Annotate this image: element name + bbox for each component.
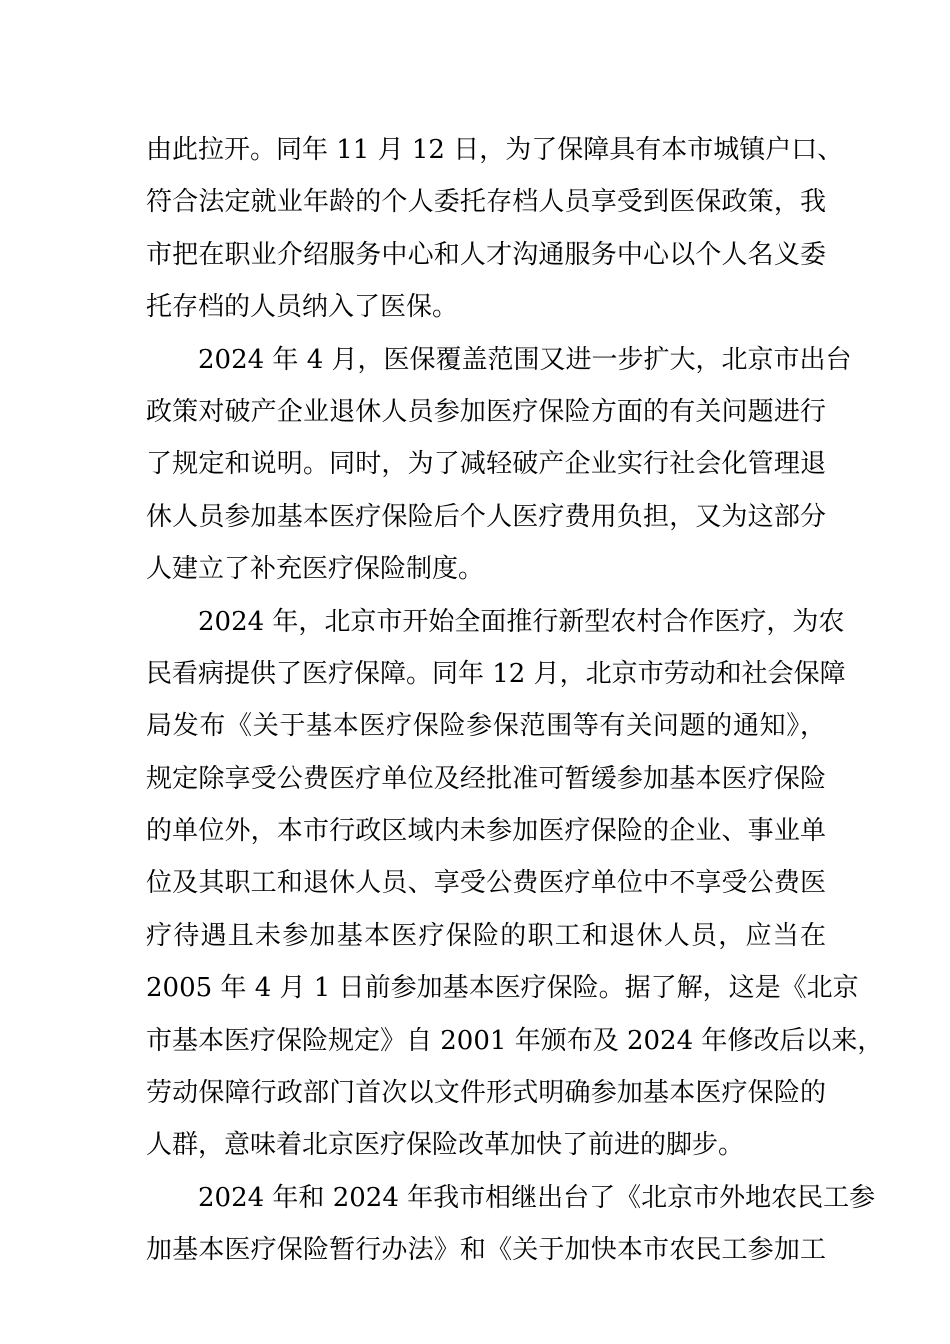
text-line: 市把在职业介绍服务中心和人才沟通服务中心以个人名义委	[146, 239, 826, 270]
text-line: 符合法定就业年龄的个人委托存档人员享受到医保政策，我	[146, 187, 826, 218]
document-body	[146, 124, 884, 1277]
text-line: 2024 年和 2024 年我市相继出台了《北京市外地农民工参	[198, 1182, 876, 1213]
text-line: 规定除享受公费医疗单位及经批准可暂缓参加基本医疗保险	[146, 763, 826, 794]
text-line: 休人员参加基本医疗保险后个人医疗费用负担，又为这部分	[146, 501, 826, 532]
text-line: 托存档的人员纳入了医保。	[146, 292, 459, 323]
text-line: 2024 年 4 月，医保覆盖范围又进一步扩大，北京市出台	[198, 344, 852, 375]
text-line: 2005 年 4 月 1 日前参加基本医疗保险。据了解，这是《北京	[146, 973, 859, 1004]
text-line: 了规定和说明。同时，为了减轻破产企业实行社会化管理退	[146, 449, 826, 480]
text-line: 局发布《关于基本医疗保险参保范围等有关问题的通知》，	[146, 711, 826, 742]
text-line: 2024 年，北京市开始全面推行新型农村合作医疗，为农	[198, 606, 845, 637]
paragraph-3	[146, 596, 884, 1172]
paragraph-4	[146, 1172, 876, 1277]
text-line: 人群，意味着北京医疗保险改革加快了前进的脚步。	[146, 1130, 745, 1161]
text-line: 由此拉开。同年 11 月 12 日，为了保障具有本市城镇户口、	[146, 135, 844, 165]
text-line: 的单位外，本市行政区域内未参加医疗保险的企业、事业单	[146, 816, 826, 847]
paragraph-2	[146, 334, 852, 596]
text-line: 政策对破产企业退休人员参加医疗保险方面的有关问题进行	[146, 396, 826, 427]
text-line: 人建立了补充医疗保险制度。	[146, 554, 485, 585]
text-line: 民看病提供了医疗保障。同年 12 月，北京市劳动和社会保障	[146, 658, 846, 689]
text-line: 劳动保障行政部门首次以文件形式明确参加基本医疗保险的	[146, 1078, 826, 1109]
text-line: 疗待遇且未参加基本医疗保险的职工和退休人员，应当在	[146, 920, 826, 951]
text-line: 市基本医疗保险规定》自 2001 年颁布及 2024 年修改后以来，	[146, 1025, 884, 1056]
text-line: 位及其职工和退休人员、享受公费医疗单位中不享受公费医	[146, 868, 826, 899]
text-line: 加基本医疗保险暂行办法》和《关于加快本市农民工参加工	[146, 1235, 826, 1266]
paragraph-1	[146, 124, 844, 334]
